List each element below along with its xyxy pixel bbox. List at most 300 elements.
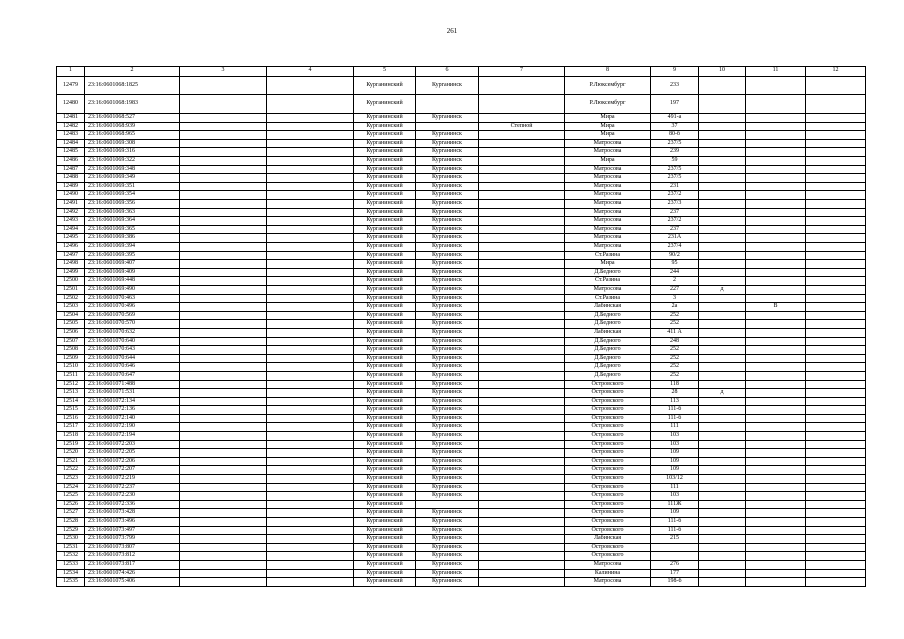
row-number: 12487 (57, 165, 85, 174)
cell-col-4 (267, 157, 354, 166)
cell-col-12 (806, 466, 866, 475)
house-number: 197 (651, 95, 699, 114)
structure (746, 346, 806, 355)
settlement (479, 311, 565, 320)
structure (746, 217, 806, 226)
row-number: 12481 (57, 114, 85, 123)
cell-col-4 (267, 277, 354, 286)
building (699, 500, 746, 509)
settlement (479, 337, 565, 346)
building (699, 165, 746, 174)
district: Курганинский (354, 148, 416, 157)
table-row (57, 371, 866, 380)
district: Курганинский (354, 380, 416, 389)
street: Матросова (565, 234, 651, 243)
row-number: 12500 (57, 277, 85, 286)
table-row (57, 423, 866, 432)
street: Матросова (565, 191, 651, 200)
building (699, 268, 746, 277)
cell-col-4 (267, 363, 354, 372)
cell-col-4 (267, 423, 354, 432)
cell-col-4 (267, 243, 354, 252)
building (699, 535, 746, 544)
cell-col-4 (267, 122, 354, 131)
building (699, 114, 746, 123)
house-number: 237 (651, 225, 699, 234)
structure (746, 311, 806, 320)
cell-col-12 (806, 148, 866, 157)
structure (746, 174, 806, 183)
settlement (479, 243, 565, 252)
table-row (57, 475, 866, 484)
district: Курганинский (354, 200, 416, 209)
row-number: 12496 (57, 243, 85, 252)
building (699, 182, 746, 191)
house-number: 109 (651, 449, 699, 458)
row-number: 12521 (57, 457, 85, 466)
building (699, 483, 746, 492)
cell-col-3 (180, 346, 267, 355)
house-number: 3 (651, 294, 699, 303)
cell-col-3 (180, 328, 267, 337)
cell-col-12 (806, 509, 866, 518)
cell-col-12 (806, 354, 866, 363)
row-number: 12480 (57, 95, 85, 114)
structure (746, 243, 806, 252)
cadastral-number: 23:16:0601072:190 (85, 423, 180, 432)
cell-col-12 (806, 518, 866, 527)
cell-col-4 (267, 311, 354, 320)
district: Курганинский (354, 139, 416, 148)
cell-col-3 (180, 380, 267, 389)
street: Матросова (565, 217, 651, 226)
cell-col-4 (267, 509, 354, 518)
cadastral-number: 23:16:0601073:799 (85, 535, 180, 544)
district: Курганинский (354, 483, 416, 492)
cell-col-3 (180, 509, 267, 518)
district: Курганинский (354, 526, 416, 535)
cell-col-4 (267, 225, 354, 234)
settlement (479, 303, 565, 312)
cell-col-12 (806, 371, 866, 380)
district: Курганинский (354, 114, 416, 123)
cell-col-3 (180, 475, 267, 484)
locality: Курганинск (416, 320, 479, 329)
house-number: 111Ж (651, 500, 699, 509)
row-number: 12490 (57, 191, 85, 200)
structure (746, 95, 806, 114)
cadastral-number: 23:16:0601069:348 (85, 165, 180, 174)
cell-col-12 (806, 569, 866, 578)
house-number: 244 (651, 268, 699, 277)
street: Матросова (565, 285, 651, 294)
settlement (479, 234, 565, 243)
cell-col-12 (806, 191, 866, 200)
house-number: 237/4 (651, 243, 699, 252)
district: Курганинский (354, 131, 416, 140)
table-row (57, 225, 866, 234)
structure (746, 337, 806, 346)
row-number: 12488 (57, 174, 85, 183)
table-row (57, 165, 866, 174)
cadastral-number: 23:16:0601070:632 (85, 328, 180, 337)
building (699, 423, 746, 432)
district: Курганинский (354, 509, 416, 518)
street: Матросова (565, 165, 651, 174)
street: Островского (565, 406, 651, 415)
structure (746, 449, 806, 458)
locality: Курганинск (416, 191, 479, 200)
settlement (479, 346, 565, 355)
house-number: 109 (651, 466, 699, 475)
structure (746, 268, 806, 277)
table-row (57, 414, 866, 423)
cell-col-4 (267, 328, 354, 337)
structure (746, 122, 806, 131)
structure (746, 320, 806, 329)
house-number: 2 (651, 277, 699, 286)
cadastral-number: 23:16:0601073:496 (85, 518, 180, 527)
table-row (57, 432, 866, 441)
building (699, 397, 746, 406)
district: Курганинский (354, 414, 416, 423)
cell-col-4 (267, 518, 354, 527)
cadastral-number: 23:16:0601070:643 (85, 346, 180, 355)
locality: Курганинск (416, 543, 479, 552)
structure (746, 277, 806, 286)
house-number: 252 (651, 346, 699, 355)
building (699, 320, 746, 329)
house-number: 111 (651, 483, 699, 492)
table-row (57, 217, 866, 226)
building (699, 76, 746, 95)
building (699, 492, 746, 501)
settlement (479, 251, 565, 260)
district: Курганинский (354, 363, 416, 372)
register-table (56, 66, 866, 587)
street: Островского (565, 380, 651, 389)
structure (746, 165, 806, 174)
district: Курганинский (354, 174, 416, 183)
cell-col-3 (180, 457, 267, 466)
cell-col-4 (267, 500, 354, 509)
locality (416, 95, 479, 114)
district: Курганинский (354, 406, 416, 415)
cell-col-4 (267, 148, 354, 157)
settlement (479, 277, 565, 286)
table-row (57, 500, 866, 509)
building (699, 243, 746, 252)
locality: Курганинск (416, 354, 479, 363)
district: Курганинский (354, 569, 416, 578)
cadastral-number: 23:16:0601069:394 (85, 243, 180, 252)
structure (746, 492, 806, 501)
cell-col-3 (180, 526, 267, 535)
street: Лабинская (565, 303, 651, 312)
building (699, 208, 746, 217)
column-number: 8 (565, 67, 651, 77)
cell-col-12 (806, 225, 866, 234)
district: Курганинский (354, 389, 416, 398)
house-number: 248 (651, 337, 699, 346)
cadastral-number: 23:16:0601072:230 (85, 492, 180, 501)
street: Матросова (565, 174, 651, 183)
building (699, 569, 746, 578)
cell-col-12 (806, 200, 866, 209)
district: Курганинский (354, 251, 416, 260)
settlement (479, 268, 565, 277)
structure (746, 414, 806, 423)
cell-col-12 (806, 268, 866, 277)
table-row (57, 440, 866, 449)
structure (746, 182, 806, 191)
cell-col-4 (267, 182, 354, 191)
cell-col-3 (180, 337, 267, 346)
locality: Курганинск (416, 483, 479, 492)
building (699, 157, 746, 166)
row-number: 12532 (57, 552, 85, 561)
structure (746, 518, 806, 527)
structure (746, 234, 806, 243)
table-row (57, 380, 866, 389)
cadastral-number: 23:16:0601068:1983 (85, 95, 180, 114)
cell-col-4 (267, 466, 354, 475)
cadastral-number: 23:16:0601071:488 (85, 380, 180, 389)
building (699, 380, 746, 389)
locality: Курганинск (416, 440, 479, 449)
cell-col-4 (267, 432, 354, 441)
cell-col-3 (180, 423, 267, 432)
house-number: 111-б (651, 526, 699, 535)
structure (746, 380, 806, 389)
row-number: 12483 (57, 131, 85, 140)
building (699, 578, 746, 587)
district: Курганинский (354, 243, 416, 252)
cadastral-number: 23:16:0601070:463 (85, 294, 180, 303)
house-number: 237/2 (651, 217, 699, 226)
settlement (479, 440, 565, 449)
cell-col-3 (180, 397, 267, 406)
cell-col-12 (806, 122, 866, 131)
table-row (57, 208, 866, 217)
settlement (479, 294, 565, 303)
street: Ст.Разина (565, 277, 651, 286)
building (699, 526, 746, 535)
table-row (57, 76, 866, 95)
structure (746, 114, 806, 123)
cell-col-12 (806, 380, 866, 389)
building: д (699, 285, 746, 294)
table-row (57, 200, 866, 209)
column-number: 12 (806, 67, 866, 77)
cell-col-3 (180, 320, 267, 329)
column-number: 10 (699, 67, 746, 77)
street: Матросова (565, 225, 651, 234)
cell-col-4 (267, 397, 354, 406)
locality: Курганинск (416, 518, 479, 527)
cell-col-3 (180, 95, 267, 114)
street: Островского (565, 500, 651, 509)
row-number: 12535 (57, 578, 85, 587)
cell-col-3 (180, 182, 267, 191)
table-row (57, 294, 866, 303)
cell-col-12 (806, 182, 866, 191)
table-row (57, 346, 866, 355)
settlement (479, 208, 565, 217)
settlement (479, 354, 565, 363)
street: Матросова (565, 139, 651, 148)
street: Д.Бедного (565, 346, 651, 355)
house-number: 103/12 (651, 475, 699, 484)
structure (746, 251, 806, 260)
cell-col-3 (180, 148, 267, 157)
structure (746, 294, 806, 303)
house-number: 252 (651, 354, 699, 363)
district: Курганинский (354, 432, 416, 441)
district: Курганинский (354, 492, 416, 501)
locality: Курганинск (416, 251, 479, 260)
cell-col-12 (806, 217, 866, 226)
cadastral-number: 23:16:0601072:336 (85, 500, 180, 509)
street: Мира (565, 114, 651, 123)
cell-col-4 (267, 285, 354, 294)
house-number: 233 (651, 76, 699, 95)
table-row (57, 148, 866, 157)
street: Матросова (565, 200, 651, 209)
building (699, 174, 746, 183)
settlement (479, 260, 565, 269)
cell-col-3 (180, 234, 267, 243)
column-number: 1 (57, 67, 85, 77)
cell-col-4 (267, 492, 354, 501)
cell-col-12 (806, 397, 866, 406)
cadastral-number: 23:16:0601069:407 (85, 260, 180, 269)
cadastral-number: 23:16:0601069:322 (85, 157, 180, 166)
cell-col-12 (806, 346, 866, 355)
house-number: 227 (651, 285, 699, 294)
cell-col-3 (180, 354, 267, 363)
cell-col-3 (180, 406, 267, 415)
district: Курганинский (354, 217, 416, 226)
cell-col-12 (806, 449, 866, 458)
house-number: 239 (651, 148, 699, 157)
building (699, 148, 746, 157)
locality: Курганинск (416, 569, 479, 578)
street: Матросова (565, 560, 651, 569)
district: Курганинский (354, 303, 416, 312)
cadastral-number: 23:16:0601072:194 (85, 432, 180, 441)
settlement (479, 131, 565, 140)
cell-col-4 (267, 268, 354, 277)
table-row (57, 114, 866, 123)
cell-col-4 (267, 191, 354, 200)
cell-col-4 (267, 535, 354, 544)
column-number: 2 (85, 67, 180, 77)
locality: Курганинск (416, 535, 479, 544)
building (699, 475, 746, 484)
row-number: 12531 (57, 543, 85, 552)
structure (746, 475, 806, 484)
building (699, 225, 746, 234)
house-number: 237/5 (651, 174, 699, 183)
house-number: 59 (651, 157, 699, 166)
locality: Курганинск (416, 311, 479, 320)
cell-col-4 (267, 569, 354, 578)
cell-col-4 (267, 294, 354, 303)
row-number: 12507 (57, 337, 85, 346)
structure (746, 328, 806, 337)
cadastral-number: 23:16:0601072:207 (85, 466, 180, 475)
settlement (479, 492, 565, 501)
table-row (57, 406, 866, 415)
table-row (57, 95, 866, 114)
settlement (479, 423, 565, 432)
cell-col-3 (180, 191, 267, 200)
column-number: 5 (354, 67, 416, 77)
table-row (57, 543, 866, 552)
street: Лабинская (565, 328, 651, 337)
street: Островского (565, 397, 651, 406)
cadastral-number: 23:16:0601069:409 (85, 268, 180, 277)
cell-col-12 (806, 208, 866, 217)
house-number: 111 (651, 423, 699, 432)
locality: Курганинск (416, 260, 479, 269)
cell-col-12 (806, 500, 866, 509)
cell-col-4 (267, 526, 354, 535)
building (699, 95, 746, 114)
district: Курганинский (354, 440, 416, 449)
building (699, 131, 746, 140)
house-number: 237/5 (651, 165, 699, 174)
street: Островского (565, 543, 651, 552)
settlement (479, 328, 565, 337)
building (699, 251, 746, 260)
settlement (479, 569, 565, 578)
cell-col-4 (267, 560, 354, 569)
cell-col-4 (267, 414, 354, 423)
structure (746, 423, 806, 432)
cell-col-12 (806, 483, 866, 492)
table-row (57, 328, 866, 337)
street: Островского (565, 475, 651, 484)
settlement (479, 389, 565, 398)
cell-col-12 (806, 76, 866, 95)
settlement (479, 578, 565, 587)
cell-col-4 (267, 354, 354, 363)
cell-col-12 (806, 260, 866, 269)
street: Островского (565, 414, 651, 423)
district: Курганинский (354, 208, 416, 217)
house-number: 231 (651, 182, 699, 191)
table-row (57, 535, 866, 544)
row-number: 12528 (57, 518, 85, 527)
cell-col-3 (180, 165, 267, 174)
structure (746, 406, 806, 415)
structure (746, 483, 806, 492)
street: Д.Бедного (565, 320, 651, 329)
building (699, 260, 746, 269)
row-number: 12501 (57, 285, 85, 294)
cell-col-4 (267, 440, 354, 449)
house-number: 80-б (651, 131, 699, 140)
street: Ст.Разина (565, 294, 651, 303)
settlement (479, 552, 565, 561)
locality: Курганинск (416, 182, 479, 191)
street: Островского (565, 457, 651, 466)
structure (746, 509, 806, 518)
cadastral-number: 23:16:0601069:356 (85, 200, 180, 209)
locality: Курганинск (416, 423, 479, 432)
